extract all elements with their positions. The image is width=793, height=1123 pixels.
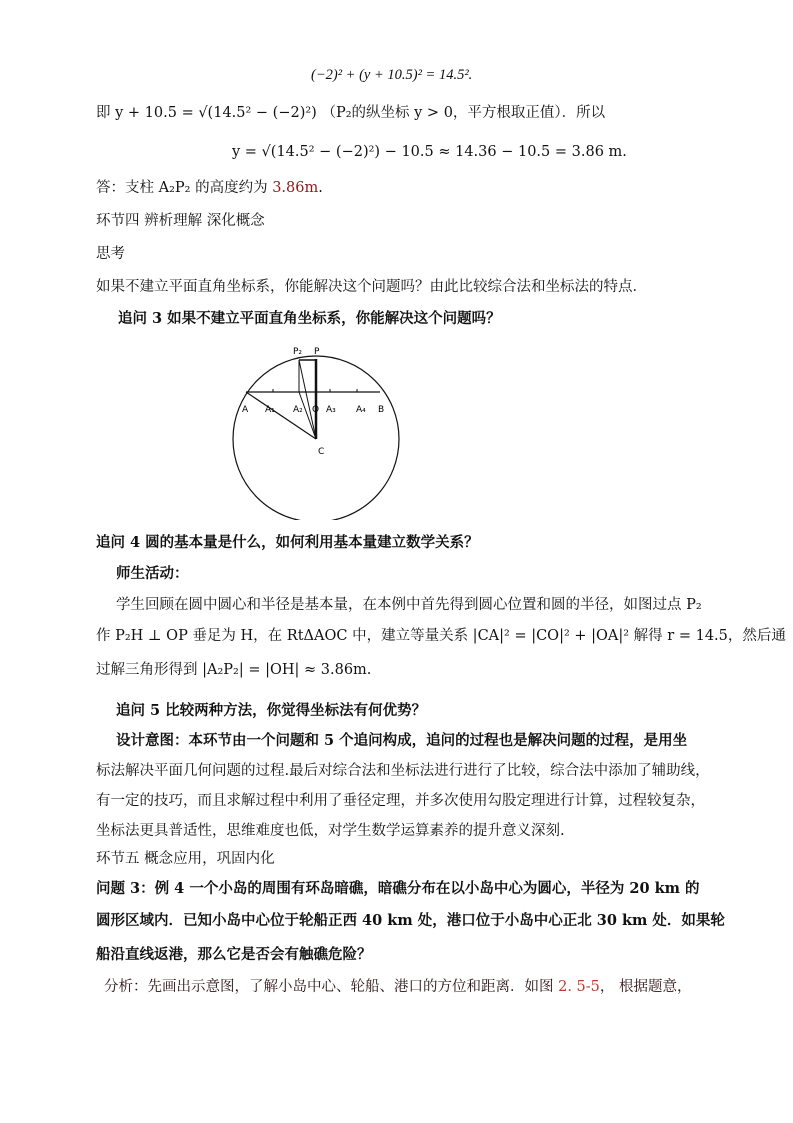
- equation-3: y = √(14.5² − (−2)²) − 10.5 ≈ 14.36 − 10.5 = 3.86 m.: [232, 144, 627, 160]
- analysis-suffix: ， 根据题意，: [599, 979, 692, 995]
- answer-line: [96, 178, 323, 198]
- equation-1: (−2)² + (y + 10.5)² = 14.5².: [311, 67, 473, 83]
- answer-suffix: .: [318, 180, 323, 196]
- design-intent-text: 设计意图：本环节由一个问题和 5 个追问构成，追问的过程也是解决问题的过程，是用坐: [116, 732, 688, 749]
- design-intent-line-3: 有一定的技巧，而且求解过程中利用了垂径定理，并多次使用勾股定理进行计算，过程较复杂，: [96, 793, 705, 809]
- section-5-heading: 环节五 概念应用，巩固内化: [96, 851, 275, 867]
- label-a: A: [242, 405, 249, 415]
- answer-prefix: 答：支柱 A₂P₂ 的高度约为: [96, 180, 273, 196]
- label-a4: A₄: [356, 405, 366, 415]
- paragraph-line-2: 作 P₂H ⊥ OP 垂足为 H，在 RtΔAOC 中，建立等量关系 |CA|² = |CO|² + |OA|² 解得 r = 14.5，然后通: [96, 628, 786, 644]
- label-p: P: [314, 347, 320, 357]
- equation-2: 即 y + 10.5 = √(14.5² − (−2)²) （P₂的纵坐标 y > 0，平方根取正值）．所以: [96, 105, 606, 121]
- label-p2: P₂: [293, 347, 303, 357]
- follow-up-3: 追问 3 如果不建立平面直角坐标系，你能解决这个问题吗？: [118, 310, 501, 327]
- answer-value: 3.86m: [272, 180, 319, 196]
- design-intent-line-1: [116, 731, 687, 751]
- follow-up-5: 追问 5 比较两种方法，你觉得坐标法有何优势？: [116, 702, 427, 719]
- follow-up-4: 追问 4 圆的基本量是什么，如何利用基本量建立数学关系？: [96, 534, 479, 551]
- problem-line-2: 圆形区域内．已知小岛中心位于轮船正西 40 km 处，港口位于小岛中心正北 30 km 处．如果轮: [96, 912, 725, 929]
- activity-label: 师生活动：: [116, 565, 189, 582]
- analysis-figure-ref: 2. 5-5: [558, 979, 600, 995]
- analysis-prefix: 分析：先画出示意图，了解小岛中心、轮船、港口的方位和距离．如图: [104, 979, 559, 995]
- label-a3: A₃: [326, 405, 336, 415]
- label-a1: A₁: [265, 405, 275, 415]
- circle-diagram: [220, 340, 410, 520]
- label-a2: A₂: [293, 405, 303, 415]
- think-label: 思考: [96, 246, 125, 262]
- think-text: 如果不建立平面直角坐标系，你能解决这个问题吗？由此比较综合法和坐标法的特点．: [96, 279, 647, 295]
- problem-line-3: 船沿直线返港，那么它是否会有触礁危险？: [96, 946, 372, 963]
- label-c: C: [318, 447, 325, 457]
- paragraph-line-1: 学生回顾在圆中圆心和半径是基本量，在本例中首先得到圆心位置和圆的半径，如图过点 P₂: [116, 597, 702, 613]
- design-intent-line-4: 坐标法更具普适性，思维难度也低，对学生数学运算素养的提升意义深刻.: [96, 823, 565, 839]
- label-o: O: [312, 405, 320, 415]
- design-intent-line-2: 标法解决平面几何问题的过程.最后对综合法和坐标法进行进行了比较，综合法中添加了辅助线，: [96, 763, 710, 779]
- label-b: B: [378, 405, 385, 415]
- segment-ac: [246, 392, 316, 439]
- paragraph-line-3: 过解三角形得到 |A₂P₂| = |OH| ≈ 3.86m.: [96, 662, 372, 678]
- problem-line-1: 问题 3：例 4 一个小岛的周围有环岛暗礁，暗礁分布在以小岛中心为圆心，半径为 20 km 的: [96, 880, 700, 897]
- section-4-heading: 环节四 辨析理解 深化概念: [96, 213, 265, 229]
- analysis-line: [104, 977, 692, 997]
